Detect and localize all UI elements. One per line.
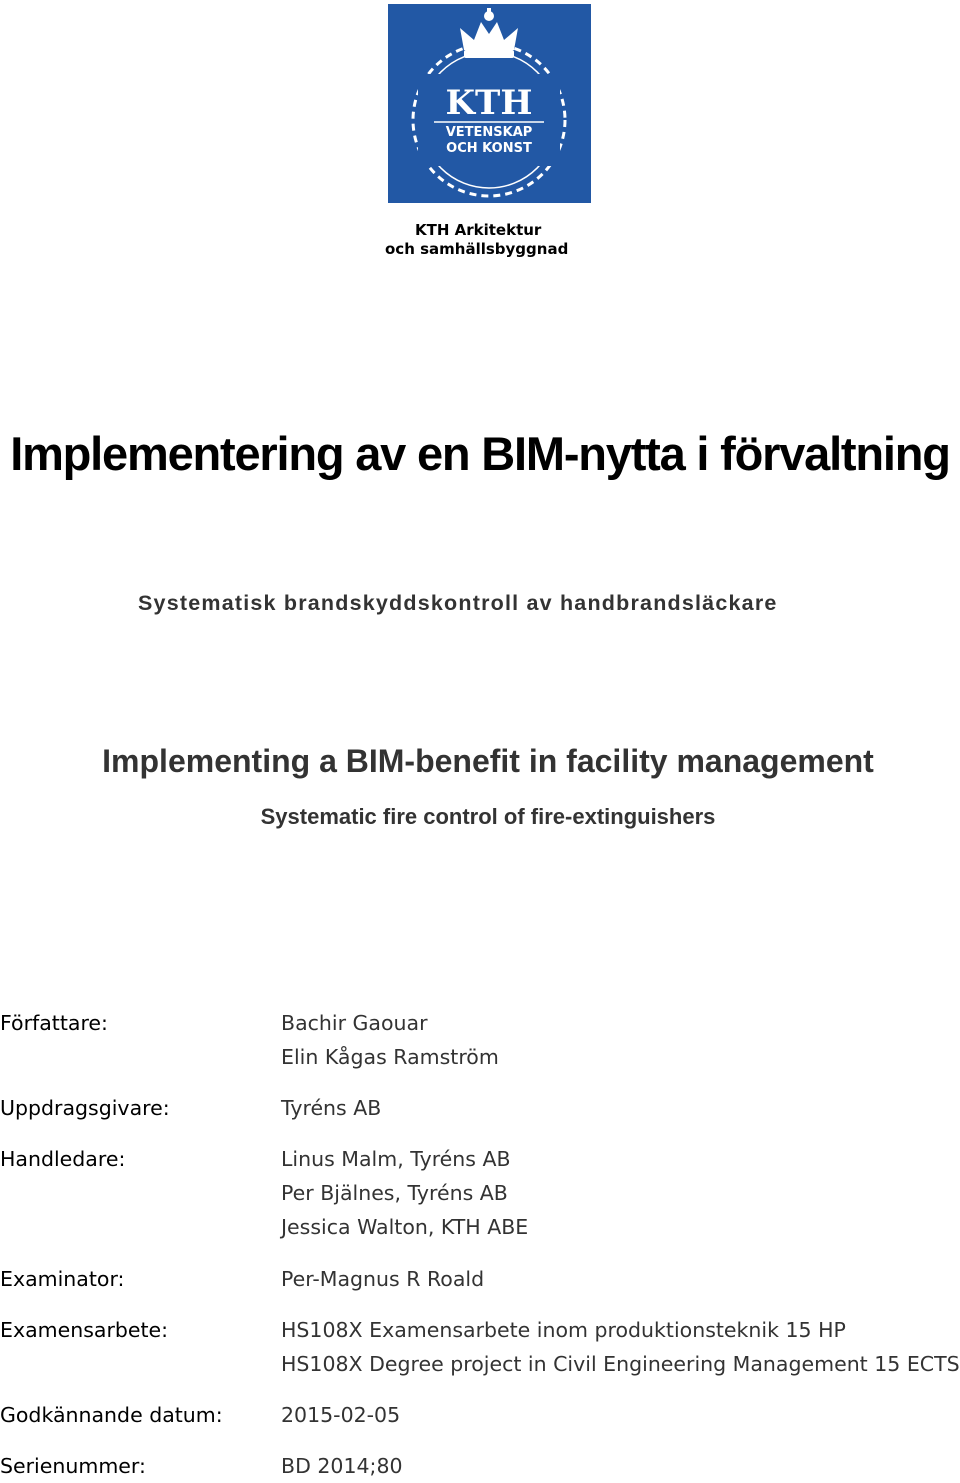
approval-date: 2015-02-05 (281, 1403, 401, 1427)
thesis-label: Examensarbete: (0, 1318, 169, 1342)
author-2: Elin Kågas Ramström (281, 1045, 499, 1069)
supervisor-1: Linus Malm, Tyréns AB (281, 1147, 511, 1171)
approval-label: Godkännande datum: (0, 1403, 223, 1427)
author-label: Författare: (0, 1011, 108, 1035)
page-title-en: Implementing a BIM-benefit in facility management (102, 743, 874, 779)
page-title: Implementering av en BIM-nytta i förvaltning (10, 427, 950, 480)
supervisor-3: Jessica Walton, KTH ABE (281, 1215, 529, 1239)
org-name-line-1: KTH Arkitektur (415, 221, 542, 239)
supervisor-label: Handledare: (0, 1147, 126, 1171)
seal-text-vetenskap: VETENSKAP (445, 125, 533, 140)
author-1: Bachir Gaouar (281, 1011, 428, 1035)
series-label: Serienummer: (0, 1454, 146, 1478)
kth-seal-icon (388, 4, 591, 203)
thesis-line-2: HS108X Degree project in Civil Engineering Management 15 ECTS (281, 1352, 960, 1376)
page-subtitle-sv: Systematisk brandskyddskontroll av handbrandsläckare (138, 591, 778, 615)
client-label: Uppdragsgivare: (0, 1096, 170, 1120)
kth-logo (388, 4, 591, 203)
examiner-label: Examinator: (0, 1267, 125, 1291)
seal-text-och-konst: OCH KONST (446, 141, 532, 156)
seal-text-kth: KTH (445, 83, 533, 123)
client-value: Tyréns AB (281, 1096, 382, 1120)
supervisor-2: Per Bjälnes, Tyréns AB (281, 1181, 508, 1205)
thesis-line-1: HS108X Examensarbete inom produktionsteknik 15 HP (281, 1318, 846, 1342)
examiner-value: Per-Magnus R Roald (281, 1267, 485, 1291)
page-subtitle-en: Systematic fire control of fire-extinguishers (260, 804, 716, 829)
org-name-line-2: och samhällsbyggnad (385, 240, 569, 258)
series-number: BD 2014;80 (281, 1454, 403, 1478)
